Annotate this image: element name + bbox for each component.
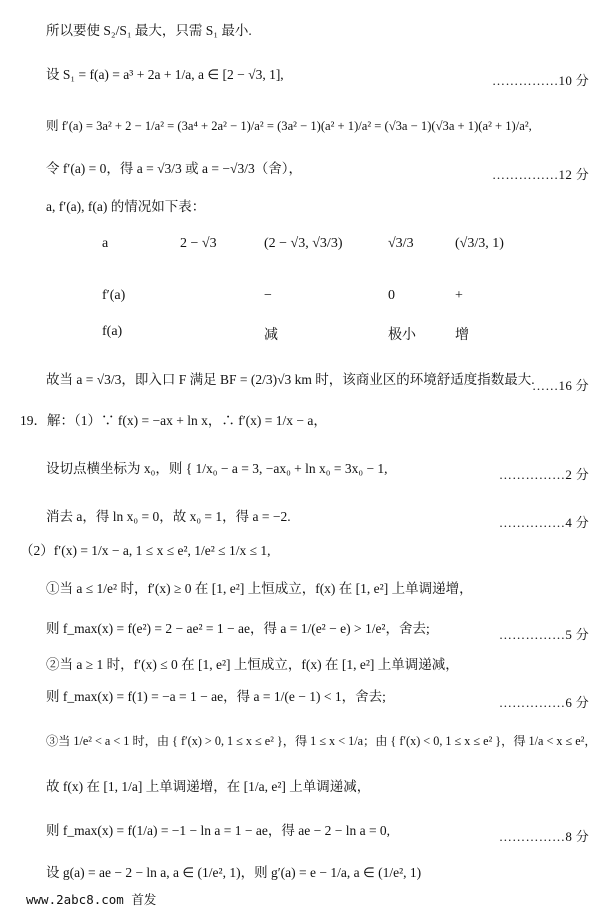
score-mark: ……………5 分 [498, 627, 589, 642]
text-line-16 [0, 770, 609, 804]
line-text: 则 f_max(x) = f(1) = −a = 1 − ae，得 a = 1/(e − 1) < 1，舍去; [46, 689, 386, 704]
score-mark: ……………2 分 [498, 467, 589, 482]
table-head-fprime: f′(a) [102, 288, 126, 303]
score-mark: ……………10 分 [492, 73, 589, 88]
text-line-4 [0, 152, 609, 186]
text-line-2 [0, 58, 609, 92]
text-line-9 [0, 500, 609, 534]
line-text: 19．解：（1）∵ f(x) = −ax + ln x，∴ f′(x) = 1/x − a， [20, 413, 327, 428]
line-text: 设切点横坐标为 x₀，则 { 1/x₀ − a = 3, −ax₀ + ln x₀ = 3x₀ − 1, [46, 461, 388, 476]
text-line-5 [0, 190, 609, 224]
line-text: 令 f′(a) = 0，得 a = √3/3 或 a = −√3/3（舍）， [46, 161, 302, 176]
line-text: 故 f(x) 在 [1, 1/a] 上单调递增，在 [1/a, e²] 上单调递减， [46, 779, 371, 794]
text-line-18 [0, 856, 609, 890]
score-mark: ……………6 分 [498, 695, 589, 710]
score-mark: ……………4 分 [498, 515, 589, 530]
line-text: 设 S₁ = f(a) = a³ + 2a + 1/a, a ∈ [2 − √3, 1], [46, 67, 284, 82]
table-cell: (√3/3, 1) [455, 236, 504, 251]
table-cell: 增 [455, 328, 469, 343]
line-text: 所以要使 S₂/S₁ 最大，只需 S₁ 最小. [46, 23, 252, 38]
text-line-13 [0, 648, 609, 682]
line-text: 故当 a = √3/3，即入口 F 满足 BF = (2/3)√3 km 时，该商业区的环境舒适度指数最大. [46, 372, 535, 387]
line-text: a, f′(a), f(a) 的情况如下表： [46, 199, 206, 214]
line-text: 设 g(a) = ae − 2 − ln a, a ∈ (1/e², 1)，则 g′(a) = e − 1/a, a ∈ (1/e², 1) [46, 865, 422, 880]
table-cell: 减 [264, 328, 278, 343]
table-cell: 极小 [388, 328, 416, 343]
table-head-f: f(a) [102, 324, 123, 339]
text-line-14 [0, 680, 609, 714]
text-line-3 [0, 110, 609, 144]
text-line-8 [0, 452, 609, 486]
text-line-15 [0, 725, 609, 759]
line-text: ③当 1/e² < a < 1 时，由 { f′(x) > 0, 1 ≤ x ≤ e² }，得 1 ≤ x < 1/a；由 { f′(x) < 0, 1 ≤ x ≤ e² }，得 1/a < x ≤ e²， [46, 734, 597, 748]
table-cell: 2 − √3 [180, 236, 217, 251]
text-line-12 [0, 612, 609, 646]
table-cell: 0 [388, 288, 395, 303]
text-line-7 [0, 404, 609, 438]
text-line-1 [0, 14, 609, 48]
table-head-a: a [102, 236, 109, 251]
line-text: ①当 a ≤ 1/e² 时，f′(x) ≥ 0 在 [1, e²] 上恒成立，f(x) 在 [1, e²] 上单调递增， [46, 581, 473, 596]
line-text: 则 f_max(x) = f(e²) = 2 − ae² = 1 − ae，得 a = 1/(e² − e) > 1/e²，舍去; [46, 621, 430, 636]
line-text: （2）f′(x) = 1/x − a, 1 ≤ x ≤ e², 1/e² ≤ 1/x ≤ 1, [20, 543, 271, 558]
text-line-11 [0, 572, 609, 606]
line-text: 则 f_max(x) = f(1/a) = −1 − ln a = 1 − ae，得 ae − 2 − ln a = 0, [46, 823, 391, 838]
score-mark: ……16 分 [531, 378, 589, 393]
text-line-17 [0, 814, 609, 848]
line-text: 消去 a，得 ln x₀ = 0，故 x₀ = 1，得 a = −2. [46, 509, 291, 524]
table-cell: (2 − √3, √3/3) [264, 236, 343, 251]
text-line-10 [0, 534, 609, 568]
score-mark: ……………12 分 [492, 167, 589, 182]
table-cell: − [264, 288, 272, 303]
score-mark: ……………8 分 [498, 829, 589, 844]
footer-watermark: www.2abc8.com 首发 [26, 892, 157, 907]
table-cell: + [455, 288, 463, 303]
line-text: 则 f′(a) = 3a² + 2 − 1/a² = (3a⁴ + 2a² − 1)/a² = (3a² − 1)(a² + 1)/a² = (√3a − 1)(√3a + 1)(a² + 1)/a², [46, 119, 532, 133]
line-text: ②当 a ≥ 1 时，f′(x) ≤ 0 在 [1, e²] 上恒成立，f(x) 在 [1, e²] 上单调递减， [46, 657, 459, 672]
text-line-6 [0, 363, 609, 397]
table-cell: √3/3 [388, 236, 414, 251]
